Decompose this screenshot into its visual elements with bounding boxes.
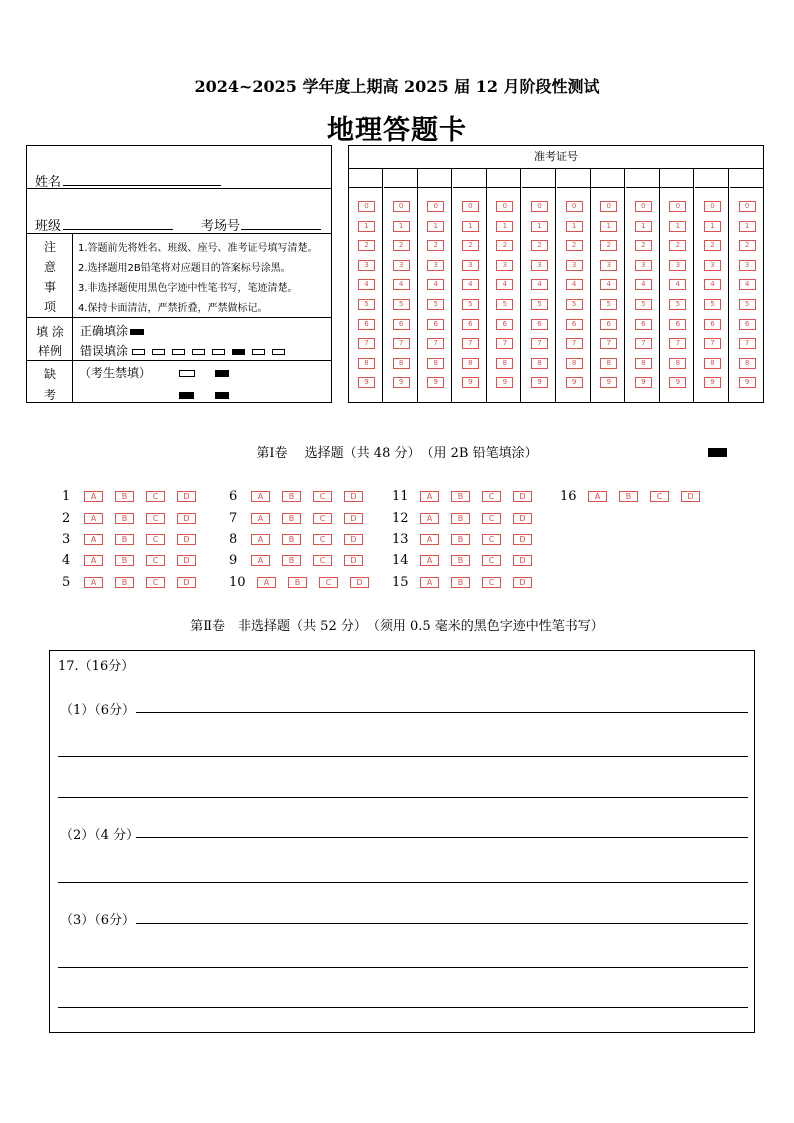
- digit-bubble[interactable]: 9: [704, 377, 721, 388]
- digit-bubble[interactable]: 2: [393, 240, 410, 251]
- class-field[interactable]: [63, 215, 173, 230]
- digit-bubble[interactable]: 8: [427, 358, 444, 369]
- page-subtitle: 地理答题卡: [327, 115, 467, 146]
- digit-bubble[interactable]: 0: [531, 201, 548, 212]
- option-bubble[interactable]: D: [681, 491, 700, 502]
- option-bubble[interactable]: B: [451, 534, 470, 545]
- digit-bubble[interactable]: 9: [358, 377, 375, 388]
- digit-bubble[interactable]: 8: [635, 358, 652, 369]
- locator-mark-icon: [708, 448, 727, 457]
- digit-bubble[interactable]: 8: [739, 358, 756, 369]
- room-field[interactable]: [241, 215, 321, 230]
- digit-bubble[interactable]: 6: [600, 319, 617, 330]
- digit-bubble[interactable]: 4: [393, 279, 410, 290]
- name-label: 姓名: [35, 175, 62, 190]
- digit-bubble[interactable]: 8: [704, 358, 721, 369]
- admission-digit-entry[interactable]: [349, 168, 382, 188]
- answer-line[interactable]: [58, 882, 748, 883]
- part2-label: （2）（4 分）: [60, 828, 140, 843]
- absent-box[interactable]: [179, 370, 195, 377]
- digit-bubble[interactable]: 0: [358, 201, 375, 212]
- digit-bubble[interactable]: 6: [496, 319, 513, 330]
- option-bubble[interactable]: C: [482, 534, 501, 545]
- digit-bubble[interactable]: 8: [669, 358, 686, 369]
- correct-sample: [80, 322, 144, 339]
- circle-mark-icon: [252, 349, 265, 355]
- option-bubble[interactable]: D: [513, 513, 532, 524]
- digit-bubble[interactable]: 2: [704, 240, 721, 251]
- digit-bubble[interactable]: 3: [566, 260, 583, 271]
- option-bubble[interactable]: A: [420, 491, 439, 502]
- student-info-panel: [26, 145, 332, 403]
- digit-bubble[interactable]: 4: [635, 279, 652, 290]
- option-bubble[interactable]: B: [288, 577, 307, 588]
- digit-bubble[interactable]: 8: [531, 358, 548, 369]
- option-bubble[interactable]: C: [313, 513, 332, 524]
- admission-digit-entry[interactable]: [730, 168, 764, 188]
- answer-line[interactable]: [136, 837, 748, 838]
- option-bubble[interactable]: D: [177, 513, 196, 524]
- digit-bubble[interactable]: 5: [496, 299, 513, 310]
- question-12: [392, 511, 544, 525]
- digit-bubble[interactable]: 6: [669, 319, 686, 330]
- digit-bubble[interactable]: 0: [739, 201, 756, 212]
- absent-mark-icon: [215, 370, 229, 377]
- digit-bubble[interactable]: 0: [566, 201, 583, 212]
- question-number: 6: [229, 489, 238, 504]
- option-bubble[interactable]: D: [513, 577, 532, 588]
- digit-bubble[interactable]: 1: [600, 221, 617, 232]
- digit-bubble[interactable]: 2: [358, 240, 375, 251]
- digit-bubble[interactable]: 5: [531, 299, 548, 310]
- digit-bubble[interactable]: 9: [496, 377, 513, 388]
- digit-bubble[interactable]: 3: [635, 260, 652, 271]
- digit-bubble[interactable]: 2: [531, 240, 548, 251]
- name-field[interactable]: [63, 171, 221, 186]
- question-8: [229, 532, 375, 546]
- admission-column: [487, 168, 521, 403]
- admission-digit-entry[interactable]: [522, 168, 555, 188]
- option-bubble[interactable]: A: [588, 491, 607, 502]
- admission-digit-entry[interactable]: [418, 168, 451, 188]
- absent-note: （考生禁填）: [79, 366, 152, 380]
- option-bubble[interactable]: A: [420, 534, 439, 545]
- question-number: 8: [229, 532, 238, 547]
- digit-bubble[interactable]: 6: [739, 319, 756, 330]
- digit-bubble[interactable]: 7: [704, 338, 721, 349]
- digit-bubble[interactable]: 6: [427, 319, 444, 330]
- digit-bubble[interactable]: 9: [739, 377, 756, 388]
- digit-bubble[interactable]: 9: [393, 377, 410, 388]
- option-bubble[interactable]: B: [451, 577, 470, 588]
- filled-mark-icon: [130, 329, 144, 335]
- digit-bubble[interactable]: 4: [358, 279, 375, 290]
- digit-bubble[interactable]: 4: [566, 279, 583, 290]
- option-bubble[interactable]: A: [84, 491, 103, 502]
- question-number: 15: [392, 575, 409, 590]
- admission-column: [591, 168, 625, 403]
- digit-bubble[interactable]: 3: [427, 260, 444, 271]
- answer-line[interactable]: [58, 756, 748, 757]
- question-13: [392, 532, 544, 546]
- digit-bubble[interactable]: 2: [427, 240, 444, 251]
- digit-bubble[interactable]: 3: [704, 260, 721, 271]
- digit-bubble[interactable]: 1: [635, 221, 652, 232]
- digit-bubble[interactable]: 0: [496, 201, 513, 212]
- option-bubble[interactable]: C: [482, 555, 501, 566]
- digit-bubble[interactable]: 3: [739, 260, 756, 271]
- digit-bubble[interactable]: 8: [600, 358, 617, 369]
- digit-bubble[interactable]: 9: [669, 377, 686, 388]
- answer-line[interactable]: [136, 923, 748, 924]
- part3-label: （3）（6分）: [60, 913, 136, 928]
- digit-bubble[interactable]: 6: [462, 319, 479, 330]
- digit-bubble[interactable]: 6: [358, 319, 375, 330]
- question-number: 11: [392, 489, 409, 504]
- option-bubble[interactable]: A: [420, 513, 439, 524]
- digit-bubble[interactable]: 7: [358, 338, 375, 349]
- option-bubble[interactable]: A: [84, 555, 103, 566]
- digit-bubble[interactable]: 2: [566, 240, 583, 251]
- question-number: 16: [560, 489, 577, 504]
- option-bubble[interactable]: D: [177, 577, 196, 588]
- wrong-sample: [80, 342, 292, 359]
- bar-mark-icon: [272, 349, 285, 355]
- digit-bubble[interactable]: 2: [462, 240, 479, 251]
- digit-bubble[interactable]: 1: [531, 221, 548, 232]
- q17-label: 17.（16分）: [58, 659, 135, 674]
- option-bubble[interactable]: A: [257, 577, 276, 588]
- digit-bubble[interactable]: 8: [496, 358, 513, 369]
- admission-column: [418, 168, 452, 403]
- option-bubble[interactable]: C: [482, 491, 501, 502]
- digit-bubble[interactable]: 1: [704, 221, 721, 232]
- diag-mark-icon: [192, 349, 205, 355]
- option-bubble[interactable]: A: [251, 555, 270, 566]
- digit-bubble[interactable]: 5: [600, 299, 617, 310]
- option-bubble[interactable]: A: [251, 513, 270, 524]
- option-bubble[interactable]: C: [146, 577, 165, 588]
- question-11: [392, 489, 544, 503]
- answer-line[interactable]: [58, 797, 748, 798]
- digit-bubble[interactable]: 3: [669, 260, 686, 271]
- option-bubble[interactable]: D: [513, 491, 532, 502]
- digit-bubble[interactable]: 4: [531, 279, 548, 290]
- digit-bubble[interactable]: 4: [600, 279, 617, 290]
- digit-bubble[interactable]: 2: [669, 240, 686, 251]
- question-7: [229, 511, 375, 525]
- admission-title: 准考证号: [349, 146, 763, 169]
- digit-bubble[interactable]: 5: [704, 299, 721, 310]
- class-row: [27, 189, 331, 234]
- digit-bubble[interactable]: 6: [635, 319, 652, 330]
- admission-column: [730, 168, 764, 403]
- digit-bubble[interactable]: 8: [462, 358, 479, 369]
- admission-digit-entry[interactable]: [660, 168, 693, 188]
- digit-bubble[interactable]: 3: [462, 260, 479, 271]
- admission-column: [626, 168, 660, 403]
- admission-digit-entry[interactable]: [453, 168, 486, 188]
- question-6: [229, 489, 375, 503]
- admission-column: [522, 168, 556, 403]
- option-bubble[interactable]: C: [146, 513, 165, 524]
- digit-bubble[interactable]: 5: [427, 299, 444, 310]
- option-bubble[interactable]: D: [344, 555, 363, 566]
- question-number: 3: [62, 532, 71, 547]
- option-bubble[interactable]: B: [282, 534, 301, 545]
- admission-column: [660, 168, 694, 403]
- digit-bubble[interactable]: 9: [600, 377, 617, 388]
- digit-bubble[interactable]: 3: [393, 260, 410, 271]
- note-1: 1.答题前先将姓名、班级、座号、准考证号填写清楚。: [78, 243, 318, 254]
- option-bubble[interactable]: A: [84, 534, 103, 545]
- digit-bubble[interactable]: 9: [566, 377, 583, 388]
- digit-bubble[interactable]: 1: [739, 221, 756, 232]
- option-bubble[interactable]: B: [115, 513, 134, 524]
- question-4: [62, 553, 208, 567]
- digit-bubble[interactable]: 2: [496, 240, 513, 251]
- question-number: 1: [62, 489, 71, 504]
- absent-mark-icon: [215, 392, 229, 399]
- digit-bubble[interactable]: 6: [566, 319, 583, 330]
- option-bubble[interactable]: B: [115, 534, 134, 545]
- question-number: 5: [62, 575, 71, 590]
- admission-digit-entry[interactable]: [384, 168, 417, 188]
- check-mark-icon: [132, 349, 145, 355]
- question-number: 4: [62, 553, 71, 568]
- digit-bubble[interactable]: 3: [358, 260, 375, 271]
- option-bubble[interactable]: D: [177, 491, 196, 502]
- digit-bubble[interactable]: 3: [496, 260, 513, 271]
- admission-digit-entry[interactable]: [557, 168, 590, 188]
- blot-mark-icon: [232, 349, 245, 355]
- option-bubble[interactable]: B: [115, 491, 134, 502]
- digit-bubble[interactable]: 5: [566, 299, 583, 310]
- digit-bubble[interactable]: 2: [739, 240, 756, 251]
- digit-bubble[interactable]: 1: [669, 221, 686, 232]
- digit-bubble[interactable]: 7: [531, 338, 548, 349]
- admission-digit-entry[interactable]: [695, 168, 728, 188]
- option-bubble[interactable]: A: [84, 577, 103, 588]
- question-number: 13: [392, 532, 409, 547]
- option-bubble[interactable]: C: [313, 491, 332, 502]
- digit-bubble[interactable]: 0: [635, 201, 652, 212]
- digit-bubble[interactable]: 1: [566, 221, 583, 232]
- admission-column: [349, 168, 383, 403]
- question-10: [229, 575, 381, 589]
- option-bubble[interactable]: D: [344, 513, 363, 524]
- question-16: [560, 489, 712, 503]
- option-bubble[interactable]: C: [313, 534, 332, 545]
- digit-bubble[interactable]: 7: [669, 338, 686, 349]
- digit-bubble[interactable]: 7: [600, 338, 617, 349]
- option-bubble[interactable]: A: [84, 513, 103, 524]
- question-15: [392, 575, 544, 589]
- option-bubble[interactable]: D: [344, 491, 363, 502]
- digit-bubble[interactable]: 1: [358, 221, 375, 232]
- digit-bubble[interactable]: 7: [635, 338, 652, 349]
- digit-bubble[interactable]: 8: [393, 358, 410, 369]
- digit-bubble[interactable]: 5: [393, 299, 410, 310]
- digit-bubble[interactable]: 7: [496, 338, 513, 349]
- option-bubble[interactable]: A: [251, 534, 270, 545]
- notes-row: [27, 234, 331, 318]
- correct-label: 正确填涂: [80, 324, 129, 338]
- admission-digit-entry[interactable]: [591, 168, 624, 188]
- option-bubble[interactable]: C: [146, 555, 165, 566]
- page-title: 2024~2025 学年度上期高 2025 届 12 月阶段性测试: [194, 77, 600, 96]
- option-bubble[interactable]: D: [344, 534, 363, 545]
- digit-bubble[interactable]: 7: [566, 338, 583, 349]
- digit-bubble[interactable]: 2: [600, 240, 617, 251]
- answer-line[interactable]: [58, 967, 748, 968]
- backslash-mark-icon: [172, 349, 185, 355]
- answer-line[interactable]: [58, 1007, 748, 1008]
- absent-row: [27, 361, 331, 403]
- digit-bubble[interactable]: 6: [704, 319, 721, 330]
- digit-bubble[interactable]: 6: [393, 319, 410, 330]
- admission-column: [557, 168, 591, 403]
- option-bubble[interactable]: C: [146, 534, 165, 545]
- admission-number-grid: [348, 145, 764, 403]
- digit-bubble[interactable]: 7: [393, 338, 410, 349]
- option-bubble[interactable]: B: [282, 555, 301, 566]
- digit-bubble[interactable]: 4: [669, 279, 686, 290]
- digit-bubble[interactable]: 9: [427, 377, 444, 388]
- digit-bubble[interactable]: 5: [462, 299, 479, 310]
- answer-line[interactable]: [136, 712, 748, 713]
- option-bubble[interactable]: B: [619, 491, 638, 502]
- option-bubble[interactable]: C: [313, 555, 332, 566]
- wrong-label: 错误填涂: [80, 344, 129, 358]
- sample-row: [27, 318, 331, 361]
- digit-bubble[interactable]: 7: [427, 338, 444, 349]
- admission-digit-entry[interactable]: [626, 168, 659, 188]
- answer-area[interactable]: [49, 650, 755, 1033]
- digit-bubble[interactable]: 5: [739, 299, 756, 310]
- option-bubble[interactable]: A: [420, 577, 439, 588]
- notes-side-label: 注 意 事 项: [27, 234, 73, 317]
- digit-bubble[interactable]: 0: [669, 201, 686, 212]
- note-4: 4.保持卡面清洁，严禁折叠，严禁做标记。: [78, 303, 268, 314]
- digit-bubble[interactable]: 4: [496, 279, 513, 290]
- option-bubble[interactable]: D: [177, 534, 196, 545]
- digit-bubble[interactable]: 1: [462, 221, 479, 232]
- admission-column: [384, 168, 418, 403]
- option-bubble[interactable]: C: [319, 577, 338, 588]
- digit-bubble[interactable]: 8: [566, 358, 583, 369]
- question-14: [392, 553, 544, 567]
- option-bubble[interactable]: B: [451, 555, 470, 566]
- option-bubble[interactable]: B: [282, 491, 301, 502]
- absent-mark-icon: [179, 392, 194, 399]
- option-bubble[interactable]: D: [177, 555, 196, 566]
- question-3: [62, 532, 208, 546]
- question-number: 2: [62, 511, 71, 526]
- absent-side-label: 缺 考: [27, 361, 73, 403]
- note-3: 3.非选择题使用黑色字迹中性笔书写，笔迹清楚。: [78, 283, 298, 294]
- option-bubble[interactable]: C: [482, 577, 501, 588]
- option-bubble[interactable]: A: [251, 491, 270, 502]
- digit-bubble[interactable]: 0: [393, 201, 410, 212]
- sample-side-label: 填 涂 样例: [27, 318, 73, 360]
- question-number: 14: [392, 553, 409, 568]
- digit-bubble[interactable]: 4: [704, 279, 721, 290]
- option-bubble[interactable]: B: [115, 555, 134, 566]
- digit-bubble[interactable]: 9: [462, 377, 479, 388]
- slash-mark-icon: [152, 349, 165, 355]
- section1-title: 第Ⅰ卷 选择题（共 48 分） （用 2B 铅笔填涂）: [256, 446, 538, 461]
- option-bubble[interactable]: D: [513, 534, 532, 545]
- admission-digit-entry[interactable]: [487, 168, 520, 188]
- digit-bubble[interactable]: 0: [462, 201, 479, 212]
- option-bubble[interactable]: B: [115, 577, 134, 588]
- question-9: [229, 553, 375, 567]
- digit-bubble[interactable]: 8: [358, 358, 375, 369]
- section2-title: 第Ⅱ卷 非选择题（共 52 分） （须用 0.5 毫米的黑色字迹中性笔书写）: [190, 619, 604, 634]
- digit-bubble[interactable]: 4: [462, 279, 479, 290]
- question-1: [62, 489, 208, 503]
- option-bubble[interactable]: A: [420, 555, 439, 566]
- admission-column: [453, 168, 487, 403]
- digit-bubble[interactable]: 5: [669, 299, 686, 310]
- digit-bubble[interactable]: 9: [635, 377, 652, 388]
- option-bubble[interactable]: C: [482, 513, 501, 524]
- digit-bubble[interactable]: 7: [739, 338, 756, 349]
- note-2: 2.选择题用2B铅笔将对应题目的答案标号涂黑。: [78, 263, 291, 274]
- question-2: [62, 511, 208, 525]
- digit-bubble[interactable]: 4: [739, 279, 756, 290]
- digit-bubble[interactable]: 7: [462, 338, 479, 349]
- question-number: 9: [229, 553, 238, 568]
- class-label: 班级: [35, 219, 62, 234]
- digit-bubble[interactable]: 1: [393, 221, 410, 232]
- digit-bubble[interactable]: 5: [635, 299, 652, 310]
- option-bubble[interactable]: B: [282, 513, 301, 524]
- question-number: 7: [229, 511, 238, 526]
- room-label: 考场号: [201, 219, 241, 234]
- option-bubble[interactable]: B: [451, 491, 470, 502]
- question-number: 10: [229, 575, 246, 590]
- digit-bubble[interactable]: 5: [358, 299, 375, 310]
- option-bubble[interactable]: C: [650, 491, 669, 502]
- digit-bubble[interactable]: 3: [531, 260, 548, 271]
- digit-bubble[interactable]: 2: [635, 240, 652, 251]
- digit-bubble[interactable]: 1: [427, 221, 444, 232]
- digit-bubble[interactable]: 0: [600, 201, 617, 212]
- part1-label: （1）（6分）: [60, 703, 136, 718]
- digit-bubble[interactable]: 1: [496, 221, 513, 232]
- digit-bubble[interactable]: 0: [427, 201, 444, 212]
- dot-mark-icon: [212, 349, 225, 355]
- admission-column: [695, 168, 729, 403]
- digit-bubble[interactable]: 4: [427, 279, 444, 290]
- option-bubble[interactable]: D: [513, 555, 532, 566]
- option-bubble[interactable]: D: [350, 577, 369, 588]
- digit-bubble[interactable]: 6: [531, 319, 548, 330]
- question-5: [62, 575, 208, 589]
- question-number: 12: [392, 511, 409, 526]
- digit-bubble[interactable]: 3: [600, 260, 617, 271]
- name-row: [27, 146, 331, 189]
- digit-bubble[interactable]: 9: [531, 377, 548, 388]
- option-bubble[interactable]: B: [451, 513, 470, 524]
- digit-bubble[interactable]: 0: [704, 201, 721, 212]
- option-bubble[interactable]: C: [146, 491, 165, 502]
